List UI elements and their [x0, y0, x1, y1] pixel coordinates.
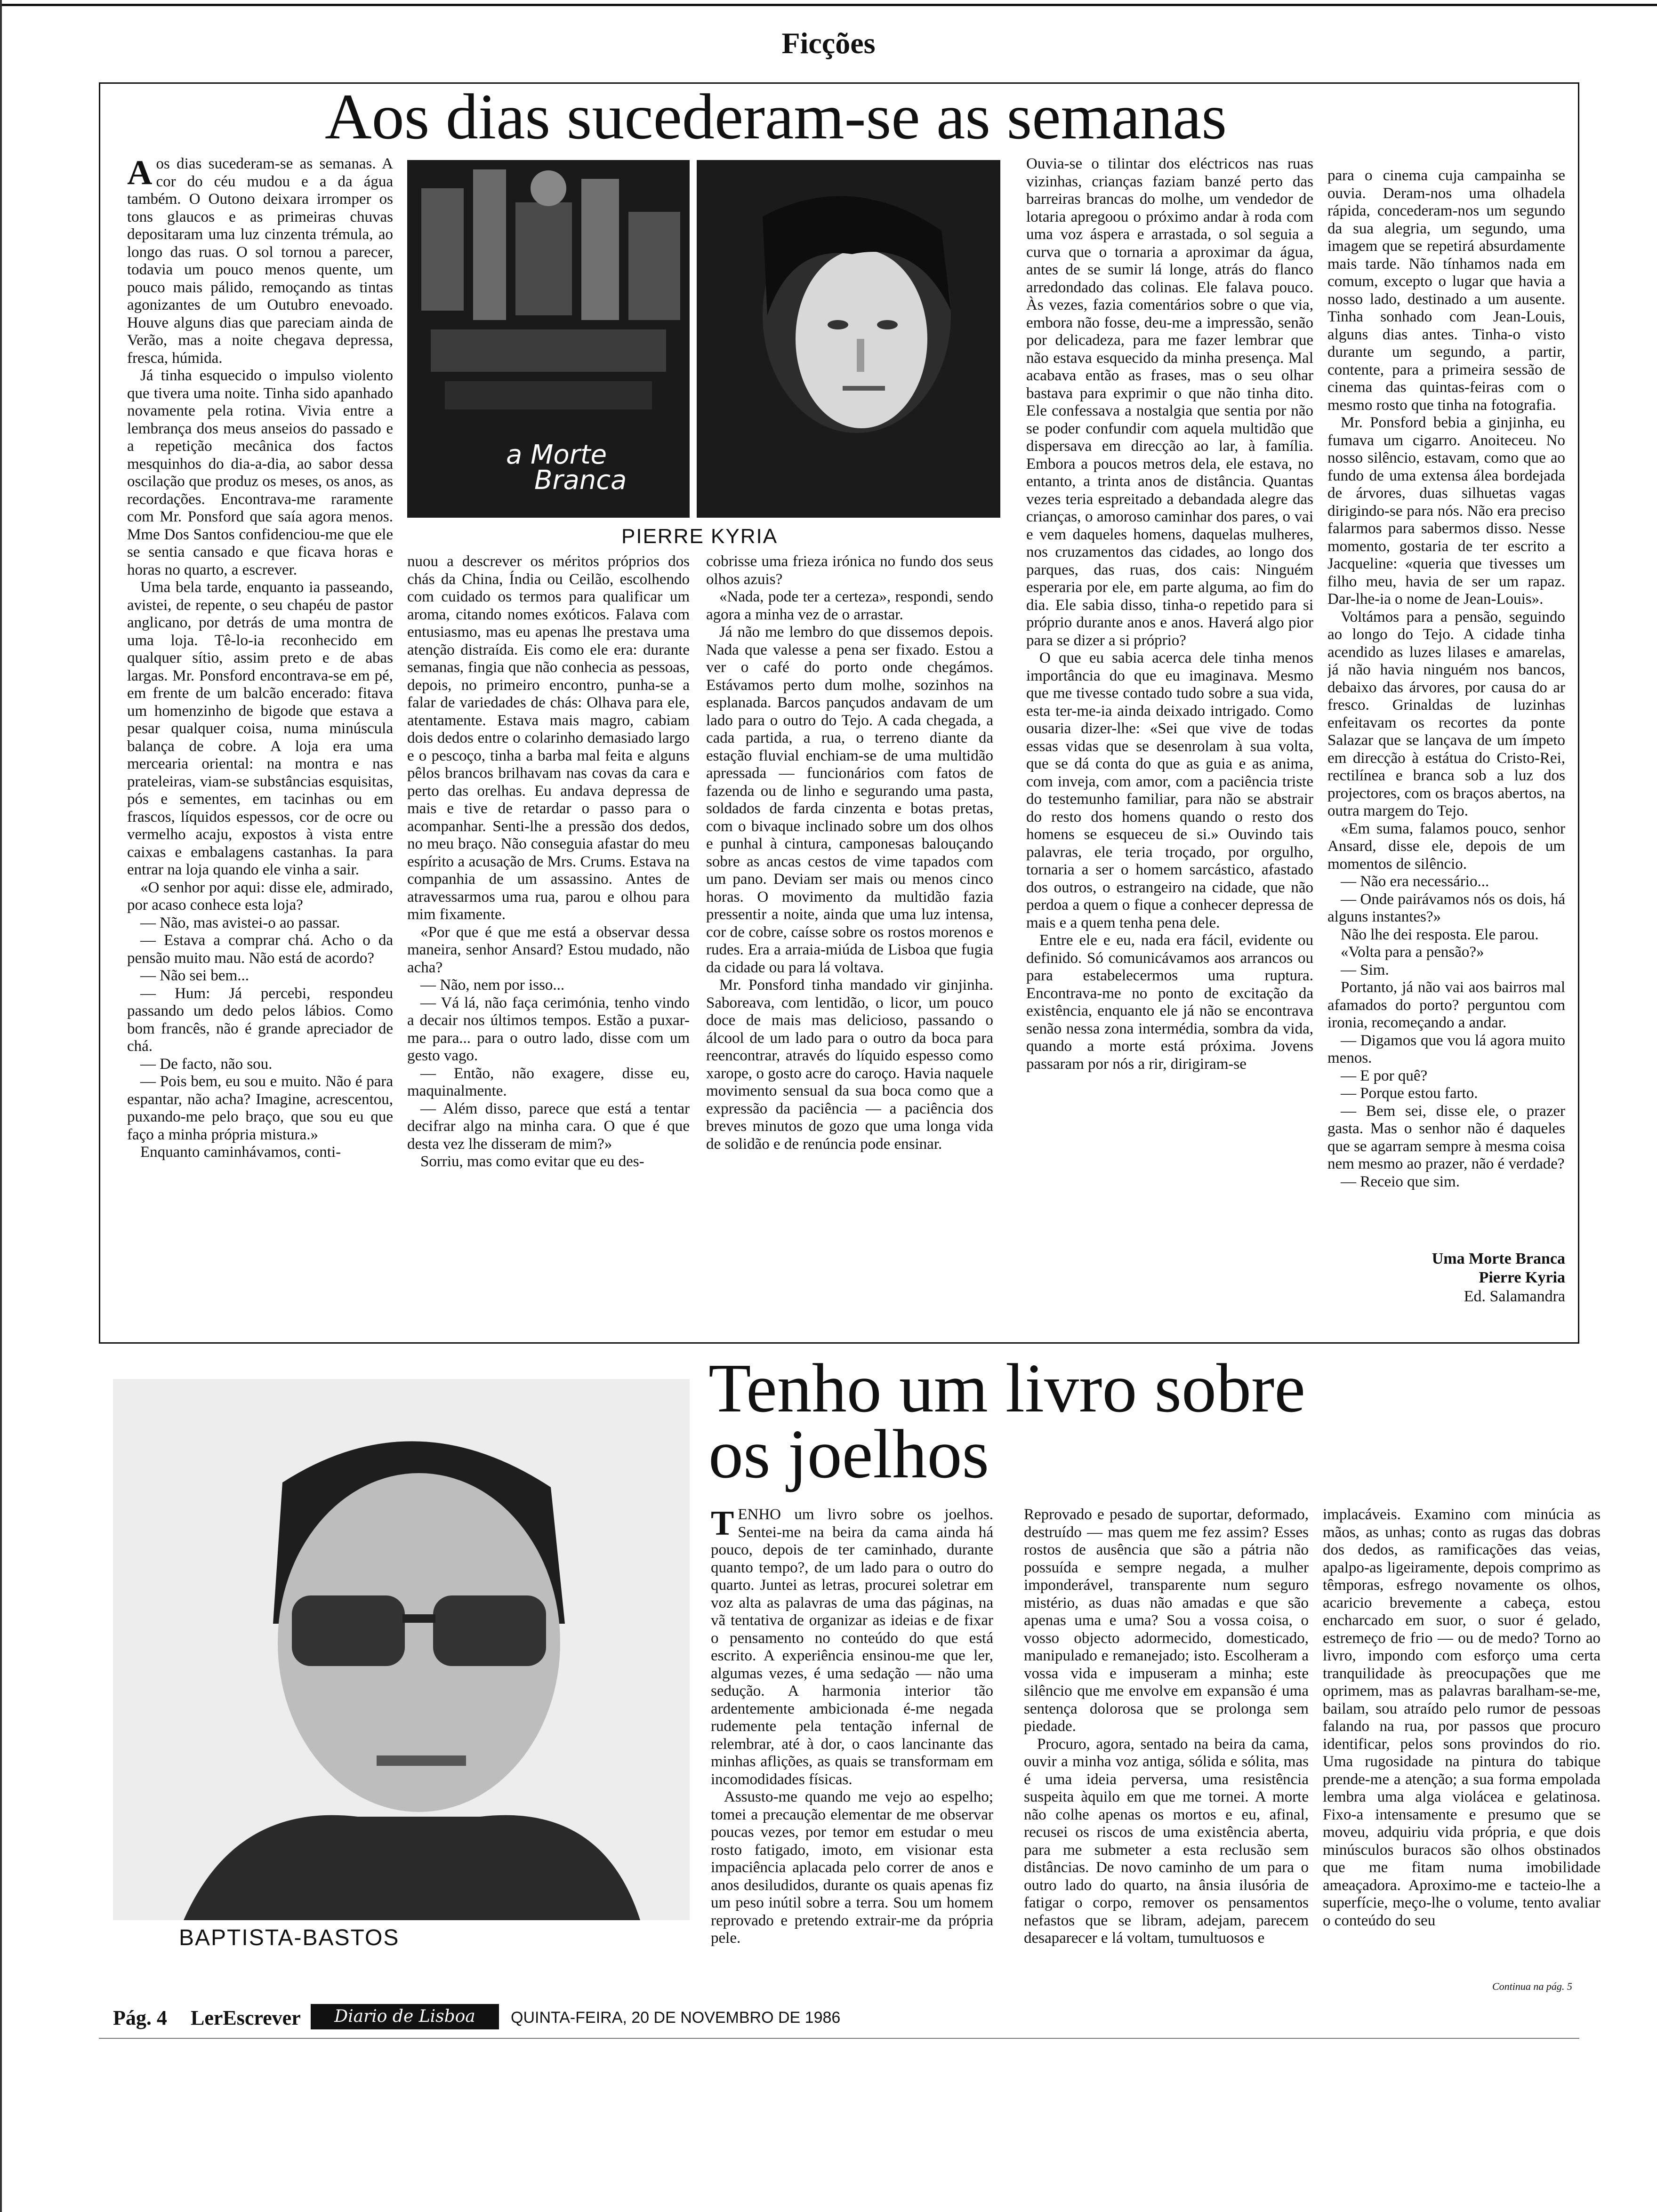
paragraph: «Nada, pode ter a certeza», respondi, sendo agora a minha vez de o arrastar. [706, 588, 993, 623]
headline-line: Tenho um livro sobre [708, 1350, 1305, 1427]
paragraph: Mr. Ponsford tinha mandado vir ginjinha. Saboreava, com lentidão, o licor, um pouco doce de mais mas delicioso, passando o álcool de um lado para o outro da boca para reencontrar, através do líquido espesso como xarope, o gosto acre do caroço. Havia naquele movimento sensual da sua boca como que a expressão da paciência — a paciência dos breves minutos de gozo que uma longa vida de solidão e de renúncia pode ensinar. [706, 977, 993, 1153]
top-border [0, 4, 1657, 6]
story1-headline: Aos dias sucederam-se as semanas [325, 80, 1227, 152]
paragraph: Sorriu, mas como evitar que eu des- [420, 1153, 644, 1170]
book-cover-title-line: Branca [534, 465, 627, 496]
paragraph: Não lhe dei resposta. Ele parou. [1341, 926, 1539, 943]
paragraph: — De facto, não sou. [140, 1055, 273, 1073]
paragraph: «Em suma, falamos pouco, senhor Ansard, disse ele, depois de um momentos de silêncio. [1327, 820, 1565, 873]
paragraph: Mr. Ponsford bebia a ginjinha, eu fumava um cigarro. Anoiteceu. No nosso silêncio, estavam, como que ao fundo de uma extensa álea bordejada de árvores, duas silhuetas vagas dirigindo-se para nós. Não era preciso falarmos para sabermos disso. Nesse momento, gostaria de ter escrito a Jacqueline: «queria que tivesses um filho meu, havia de ser um rapaz. Dar-lhe-ia o nome de Jean-Louis». [1327, 414, 1565, 608]
story1-column-5 [1327, 167, 1565, 1235]
book-cover-title-line: a Morte [506, 440, 607, 470]
story2-column-1 [711, 1506, 993, 1991]
paragraph: — Estava a comprar chá. Acho o da pensão muito mau. Não está de acordo? [127, 932, 393, 967]
paragraph: «Volta para a pensão?» [1341, 944, 1484, 961]
story2-headline [708, 1350, 1305, 1493]
portrait-shape [113, 1379, 690, 1920]
author-photo-baptista-bastos [113, 1379, 690, 1920]
paragraph: «Por que é que me está a observar dessa maneira, senhor Ansard? Estou mudado, não acha? [407, 923, 690, 976]
paragraph: Uma bela tarde, enquanto ia passeando, avistei, de repente, o seu chapéu de pastor anglicano, por detrás de uma montra de uma loja. Tê-lo-ia reconhecido em qualquer sítio, assim preto e de abas largas. Mr. Ponsford encontrava-se em pé, em frente de um balcão encerado: fitava um homenzinho de bigode que estava a pesar qualquer coisa, numa minúscula balança de cobre. A loja era uma mercearia oriental: na montra e nas prateleiras, viam-se substâncias esquisitas, pós e sementes, em tacinhas ou em frascos, líquidos espessos, cor de ocre ou vermelho acaju, expostos à vista entre caixas e embalagens castanhas. Ia para entrar na loja quando ele vinha a sair. [127, 579, 393, 878]
story2-dropcap: T [711, 1506, 734, 1543]
paragraph: — Receio que sim. [1341, 1173, 1460, 1190]
headline-line: os joelhos [708, 1416, 989, 1493]
credit-author: Pierre Kyria [1479, 1269, 1565, 1286]
footer-supplement: LerEscrever [191, 2006, 301, 2029]
paragraph: — Vá lá, não faça cerimónia, tenho vindo a decair nos últimos tempos. Estão a puxar-me para... para o outro lado, disse com um gesto vago. [407, 994, 690, 1064]
paragraph: O que eu sabia acerca dele tinha menos importância do que eu imaginava. Mesmo que me tivesse contado tudo sobre a sua vida, esta ter-me-ia ainda deixado intrigado. Como ousaria dizer-lhe: «Sei que vive de todas essas vidas que se desenrolam à sua volta, que se dá conta do que as guia e as anima, com inveja, com amor, com a paciência triste do testemunho familiar, para não se abstrair do resto dos homens quando o resto dos homens se esqueceu de si.» Ouvindo tais palavras, ele teria troçado, por orgulho, tornaria a ser o homem sarcástico, afastado dos outros, o estrangeiro na cidade, que não perdoa a quem o fique a conhecer depressa de mais e a quem tenha pena dele. [1026, 649, 1313, 931]
book-cover-title [506, 440, 627, 496]
paragraph: — Além disso, parece que está a tentar decifrar algo na minha cara. O que é que desta vez lhe disseram de mim?» [407, 1100, 690, 1153]
footer-page-number: Pág. 4 [113, 2006, 167, 2029]
story2-column-2 [1024, 1506, 1309, 1991]
paragraph: — Sim. [1341, 961, 1389, 978]
paragraph: — E por quê? [1341, 1067, 1428, 1084]
newspaper-logo-text: Diario de Lisboa [334, 2007, 475, 2026]
paragraph: Reprovado e pesado de suportar, deformado, destruído — mas quem me fez assim? Esses rostos de ausência que são a pátria não possuída e sempre negada, a mulher imponderável, transparente num seguro mistério, as duas não amadas e que são apenas uma e uma? Sou a vossa coisa, o vosso objecto adormecido, domesticado, manipulado e remanejado; isto. Escolheram a vossa vida e impuseram a minha; este silêncio que me envolve em expansão é uma sentença dolorosa que se prolonga sem piedade. [1024, 1506, 1309, 1735]
newspaper-logo [311, 2004, 499, 2029]
paragraph: — Não, nem por isso... [420, 977, 565, 994]
paragraph: Assusto-me quando me vejo ao espelho; tomei a precaução elementar de me observar poucas vezes, por temor em estudar o meu rosto fatigado, imoto, em visionar esta impaciência aplacada pelo correr de anos e anos desiludidos, durante os quais apenas fiz um peso inútil sobre a terra. Sou um homem reprovado e pretendo extrair-me da própria pele. [711, 1788, 993, 1947]
story1-credits [1327, 1250, 1565, 1306]
continued-note: Continua na pág. 5 [1492, 1980, 1572, 1992]
paragraph: — Porque estou farto. [1341, 1085, 1478, 1102]
section-header: Ficções [781, 26, 876, 60]
footer-date: QUINTA-FEIRA, 20 DE NOVEMBRO DE 1986 [511, 2009, 841, 2027]
credit-publisher: Ed. Salamandra [1464, 1288, 1565, 1305]
story1-bottom-rule [99, 1342, 1579, 1344]
story1-left-rule [99, 82, 100, 1344]
story1-photo-caption: PIERRE KYRIA [621, 525, 778, 548]
footer-rule [99, 2038, 1579, 2039]
paragraph: Já não me lembro do que dissemos depois. Nada que valesse a pena ser fixado. Estou a ver o café do porto onde chegámos. Estávamos perto dum molhe, sozinhos na esplanada. Barcos pançudos andavam de um lado para o outro do Tejo. A cada chegada, a cada partida, a rua, o terreno diante da estação fluvial enchiam-se de uma multidão apressada — funcionários com fatos de fazenda ou de linho e segurando uma pasta, soldados de farda cinzenta e botas pretas, com o bivaque inclinado sobre um dos olhos e punhal à cintura, camponesas balouçando sobre as ancas cestos de vime tapados com um pano. Deviam ser mais ou menos cinco horas. O movimento da multidão fazia pressentir a noite, ainda que uma luz intensa, cor de cobre, caísse sobre os rostos morenos e rudes. Era a arraia-miúda de Lisboa que fugia da cidade ou para lá voltava. [706, 624, 993, 976]
paragraph: — Bem sei, disse ele, o prazer gasta. Mas o senhor não é daqueles que se agarram sempre à mesma coisa nem mesmo ao prazer, não é verdade? [1327, 1102, 1565, 1172]
paragraph: ENHO um livro sobre os joelhos. Sentei-me na beira da cama ainda há pouco, depois de ter caminhado, durante quanto tempo?, de um lado para o outro do quarto. Juntei as letras, procurei soletrar em voz alta as palavras de uma das páginas, na vã tentativa de organizar as ideias e de fixar o pensamento no conteúdo do que está escrito. A experiência ensinou-me que ler, algumas vezes, é uma sedação — não uma sedução. A harmonia interior tão ardentemente ambicionada é-me negada rudemente pela tentação infernal de relembrar, até à dor, o caos lancinante das minhas aflições, as quais se transformam em incomodidades físicas. [711, 1506, 993, 1788]
paragraph: «O senhor por aqui: disse ele, admirado, por acaso conhece esta loja? [127, 879, 393, 914]
story1-dropcap: A [127, 155, 153, 192]
paragraph: cobrisse uma frieza irónica no fundo dos seus olhos azuis? [706, 553, 993, 588]
paragraph: nuou a descrever os méritos próprios dos chás da China, Índia ou Ceilão, escolhendo com cuidado os termos para qualificar um aroma, citando nomes exóticos. Falava com entusiasmo, mas eu apenas lhe prestava uma atenção distraída. Eis como ele era: durante semanas, fingia que não conhecia as pessoas, depois, no primeiro encontro, punha-se a falar de variedades de chás: Olhava para ele, atentamente. Estava mais magro, cabiam dois dedos entre o colarinho demasiado largo e o pescoço, tinha a barba mal feita e alguns pêlos brancos brilhavam nas covas da cara e perto das orelhas. Eu andava depressa de mais e tive de retardar o passo para o acompanhar. Senti-lhe a pressão dos dedos, no meu braço. Não conseguia afastar do meu espírito a acusação de Mrs. Crums. Estava na companhia de um assassino. Antes de atravessarmos uma rua, parou e olhou para mim fixamente. [407, 553, 690, 923]
page-left-edge [0, 0, 2, 2212]
story1-column-2 [407, 553, 690, 1325]
story2-column-3 [1323, 1506, 1601, 1977]
paragraph: — Digamos que vou lá agora muito menos. [1327, 1032, 1565, 1066]
paragraph: Portanto, já não vai aos bairros mal afamados do porto? perguntou com ironia, recomeçando a andar. [1327, 979, 1565, 1031]
author-portrait-photo [697, 160, 1000, 518]
story1-right-rule [1578, 82, 1579, 1344]
book-cover-image [407, 160, 690, 518]
paragraph: Ouvia-se o tilintar dos eléctricos nas ruas vizinhas, crianças faziam banzé perto das barreiras brancas do molhe, um vendedor de lotaria apregoou o próximo andar à roda com uma voz áspera e arrastada, o sol seguia a curva que o tornaria a aproximar da água, antes de se sumir lá longe, atrás do flanco arredondado das colinas. Ele falava pouco. Às vezes, fazia comentários sobre o que via, embora não fosse, deu-me a impressão, senão por delicadeza, para me fazer lembrar que não estava esquecido da minha presença. Mal acabava então as frases, mas o seu olhar bastava para exprimir o que não tinha dito. Ele confessava a nostalgia que sentia por não se poder confundir com aquela multidão que dispersava em direcção ao lar, à família. Embora a poucos metros dela, ele estava, no entanto, a trinta anos de distância. Quantas vezes teria espreitado a debandada alegre das crianças, o amoroso caminhar dos pares, o vai e vem daqueles homens, daquelas mulheres, nos cruzamentos das cidades, ao longo dos parques, das ruas, dos cais: Ninguém esperaria por ele, em parte alguma, ao fim do dia. Ele sabia disso, tinha-o repetido para si próprio durante anos e anos. Haverá algo pior para se dizer a si próprio? [1026, 155, 1313, 649]
paragraph: os dias sucederam-se as semanas. A cor do céu mudou e a da água também. O Outono deixara irromper os tons glaucos e as primeiras chuvas depositaram uma luz cinzenta trémula, ao longo das ruas. O sol tornou a parecer, todavia um pouco menos quente, um pouco mais pálido, remoçando as tintas agonizantes de um Outubro enevoado. Houve alguns dias que pareciam ainda de Verão, mas a noite chegava depressa, fresca, húmida. [127, 155, 393, 367]
paragraph: Voltámos para a pensão, seguindo ao longo do Tejo. A cidade tinha acendido as luzes lilases e amarelas, já não havia ninguém nos bancos, debaixo das árvores, por causa do ar fresco. Grinaldas de luzinhas enfeitavam os recortes da ponte Salazar que se lançava de um ímpeto em direcção à estátua do Cristo-Rei, rectilínea e branca sob a luz dos projectores, com os braços abertos, na outra margem do Tejo. [1327, 608, 1565, 819]
story2-photo-caption: BAPTISTA-BASTOS [179, 1925, 400, 1950]
paragraph: — Hum: Já percebi, respondeu passando um dedo pelos lábios. Como bom francês, não é grande apreciador de chá. [127, 985, 393, 1055]
story1-column-1 [127, 155, 393, 1327]
paragraph: para o cinema cuja campainha se ouvia. Deram-nos uma olhadela rápida, concederam-nos um segundo da sua alegria, um segundo, uma imagem que se repetirá absurdamente mais tarde. Não tínhamos nada em comum, excepto o lugar que havia a nosso lado, destinado a um ausente. Tinha sonhado com Jean-Louis, alguns dias antes. Tinha-o visto durante um segundo, a partir, contente, para a primeira sessão de cinema das quintas-feiras com o mesmo rosto que tinha na fotografia. [1327, 167, 1565, 414]
paragraph: — Pois bem, eu sou e muito. Não é para espantar, não acha? Imagine, acrescentou, puxando-me pelo braço, que sou eu que faço a minha própria mistura.» [127, 1073, 393, 1143]
paragraph: — Não sei bem... [140, 967, 249, 984]
portrait-shape [697, 160, 1000, 518]
paragraph: — Então, não exagere, disse eu, maquinalmente. [407, 1065, 690, 1099]
paragraph: Já tinha esquecido o impulso violento que tivera uma noite. Tinha sido apanhado novamente pela rotina. Vivia entre a lembrança dos meus anseios do passado e a repetição mecânica dos factos mesquinhos do dia-a-dia, ao sabor dessa oscilação que produz os meses, os anos, as recordações. Encontrava-me raramente com Mr. Ponsford que saía agora menos. Mme Dos Santos confidenciou-me que ele se sentia cansado e que ficava horas e horas no quarto, a escrever. [127, 367, 393, 578]
credit-book-title: Uma Morte Branca [1432, 1250, 1565, 1267]
story1-column-4 [1026, 155, 1313, 1327]
paragraph: implacáveis. Examino com minúcia as mãos, as unhas; conto as rugas das dobras dos dedos, as ramificações das veias, apalpo-as ligeiramente, depois comprimo as têmporas, esfrego novamente os olhos, acaricio brevemente a cabeça, estou encharcado em suor, o suor é gelado, estremeço de frio — ou de medo? Torno ao livro, impondo com esforço uma certa tranquilidade às preocupações que me oprimem, mas as palavras baralham-se-me, bailam, sou atraído pelo rumor de pessoas falando na rua, por passos que procuro identificar, pelos sons provindos do rio. Uma rugosidade na pintura do tabique prende-me a atenção; a sua forma empolada lembra uma alga violácea e gelatinosa. Fixo-a intensamente e presumo que se moveu, adquiriu vida própria, e que dois minúsculos buracos são olhos obstinados que me fitam numa imobilidade ameaçadora. Aproximo-me e tacteio-lhe a superfície, meço-lhe o volume, tento avaliar o conteúdo do seu [1323, 1506, 1601, 1929]
paragraph: Enquanto caminhávamos, conti- [140, 1144, 341, 1161]
paragraph: — Onde pairávamos nós os dois, há alguns instantes?» [1327, 890, 1565, 925]
paragraph: Procuro, agora, sentado na beira da cama, ouvir a minha voz antiga, sólida e sólita, mas é uma ideia perversa, uma resistência suspeita àquilo em que me tornei. A morte não colhe apenas os mortos e eu, afinal, recusei os riscos de uma existência aberta, para me submeter a esta reclusão sem distâncias. De novo caminho de um para o outro lado do quarto, na ânsia ilusória de fatigar o corpo, remover os pensamentos nefastos que se libram, adejam, parecem desaparecer e lá voltam, tumultuosos e [1024, 1735, 1309, 1947]
story1-column-3 [706, 553, 993, 1325]
paragraph: Entre ele e eu, nada era fácil, evidente ou definido. Só comunicávamos aos arrancos ou para estabelecermos uma ruptura. Encontrava-me no ponto de excitação da existência, enquanto ele já não se encontrava senão nessa zona intermédia, sombra da vida, quando a morte está próxima. Jovens passaram por nós a rir, dirigiram-se [1026, 932, 1313, 1073]
paragraph: — Não, mas avistei-o ao passar. [140, 914, 340, 931]
paragraph: — Não era necessário... [1341, 873, 1489, 890]
